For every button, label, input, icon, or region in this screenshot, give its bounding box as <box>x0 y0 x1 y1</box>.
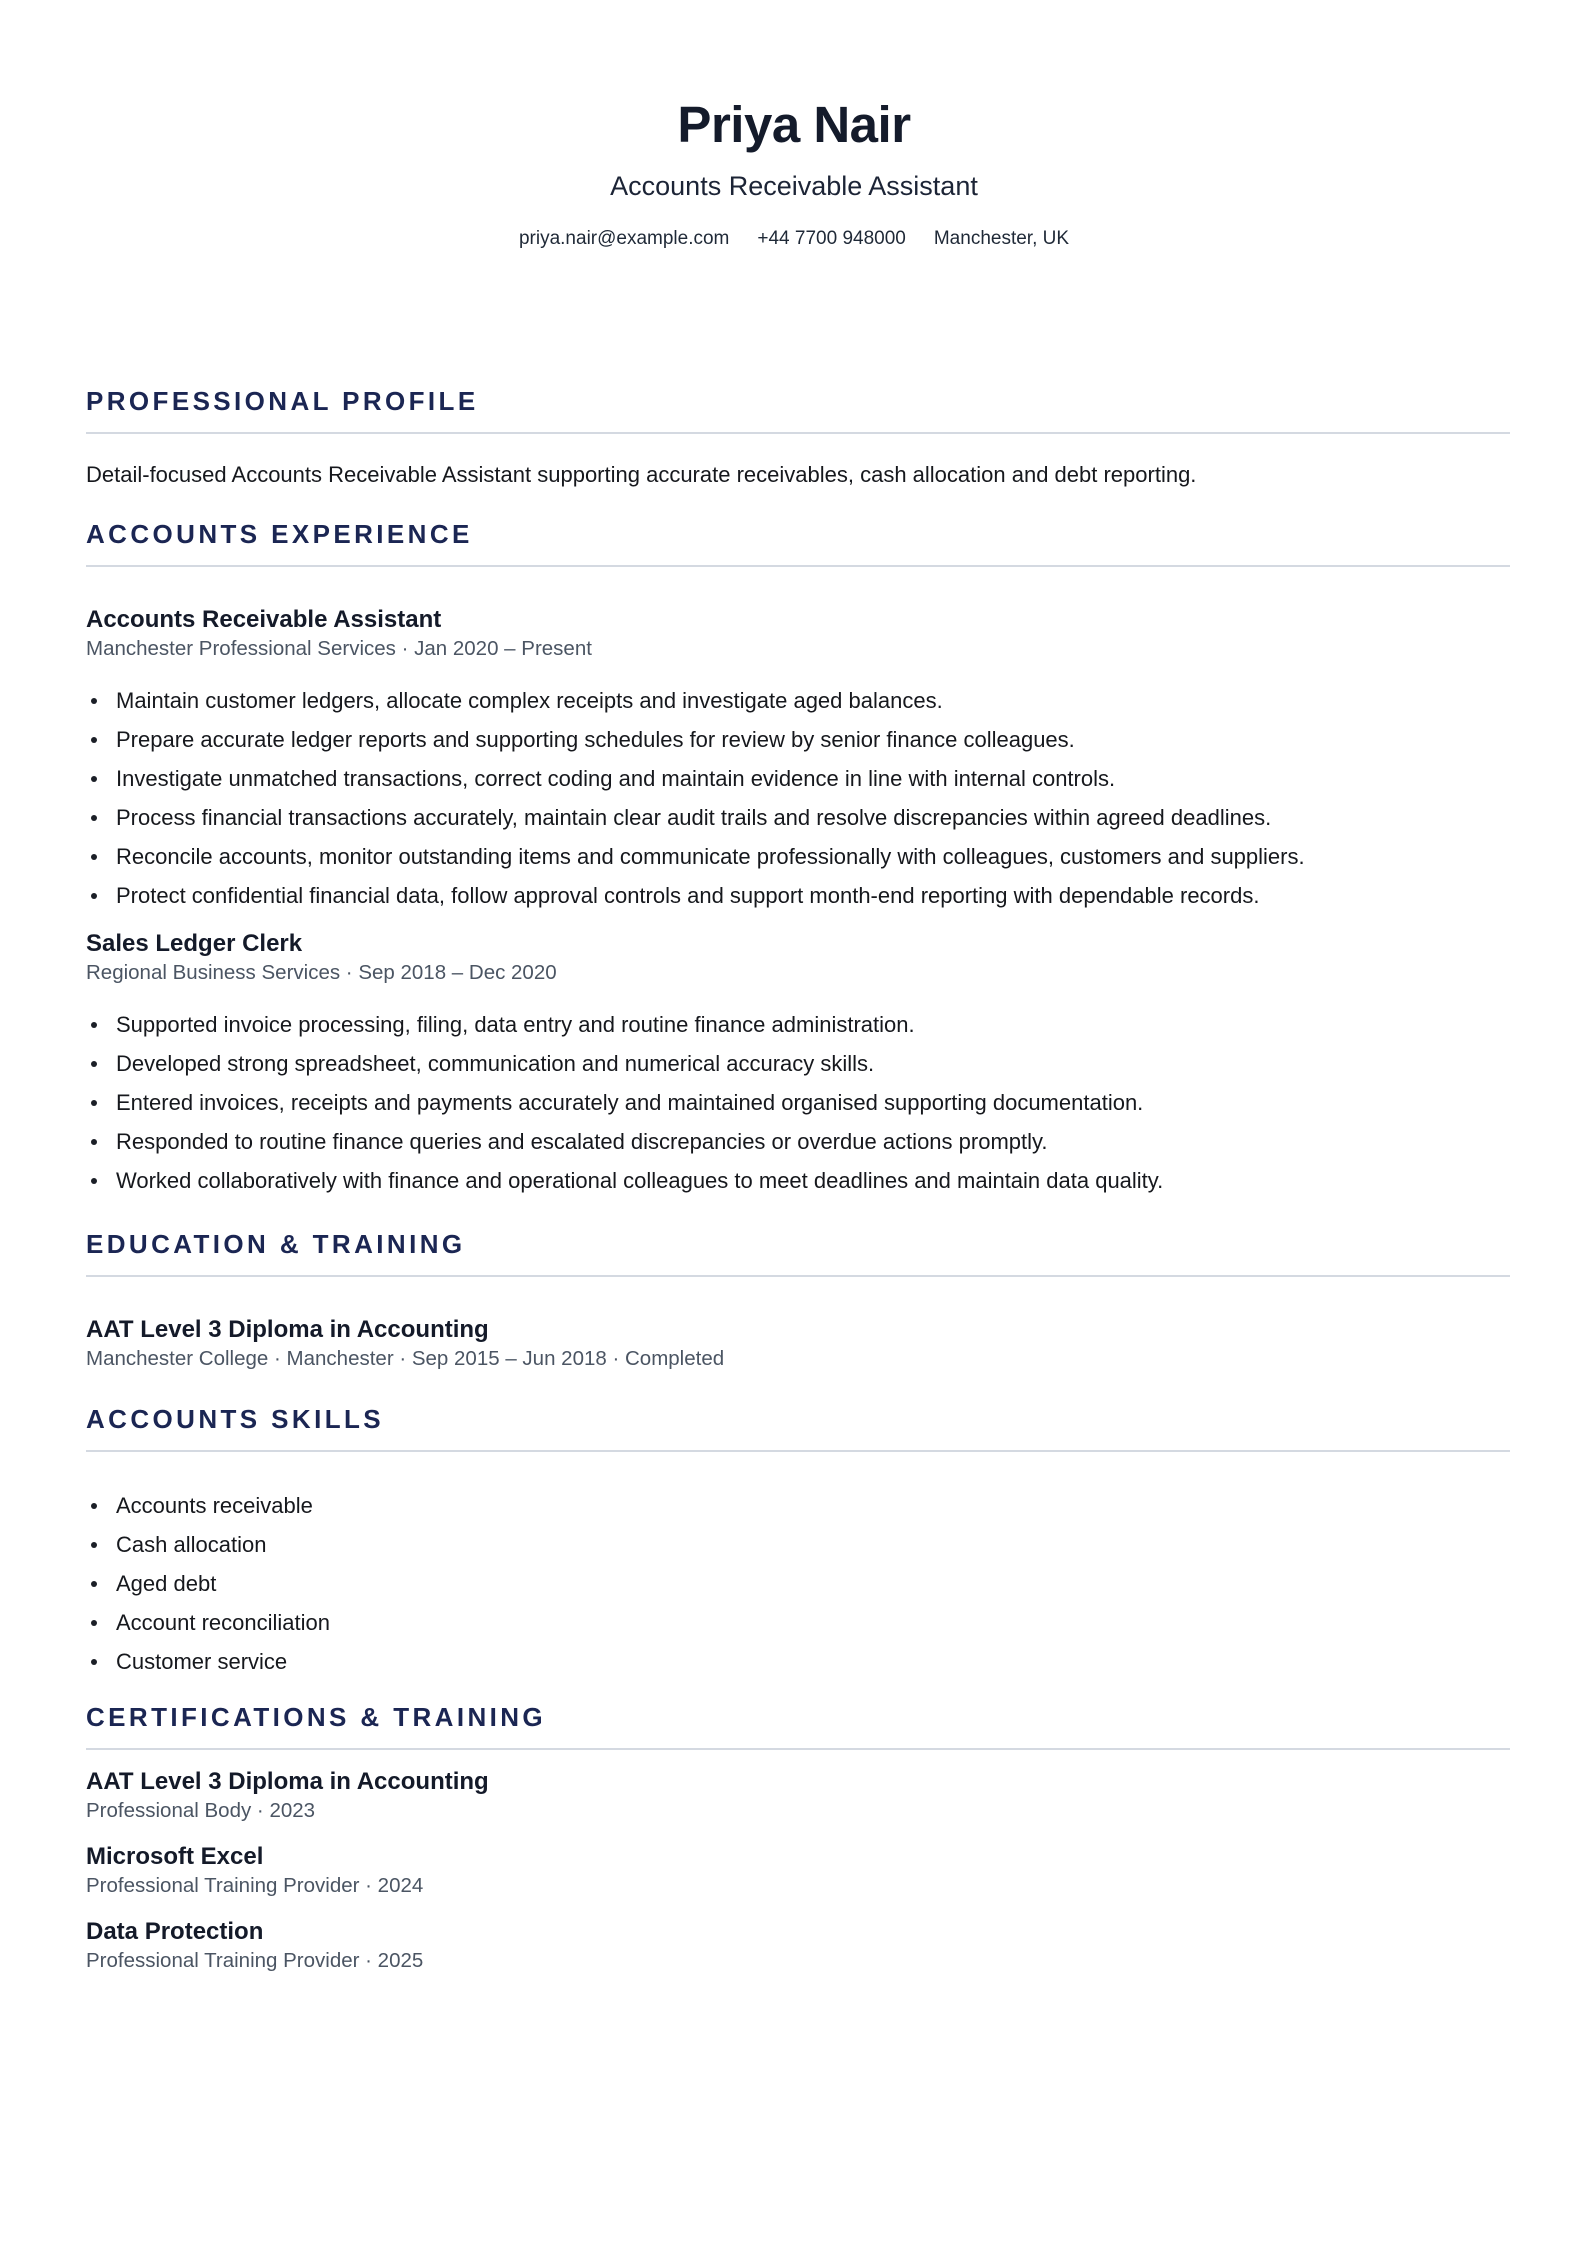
job-bullet: Supported invoice processing, filing, data entry and routine finance administration. <box>86 1005 1510 1044</box>
section-divider <box>86 1450 1510 1452</box>
contact-line <box>0 227 1588 251</box>
section-title-certifications: CERTIFICATIONS & TRAINING <box>86 1702 547 1732</box>
job-meta: Manchester Professional Services · Jan 2020 – Present <box>86 637 592 660</box>
job-bullets <box>86 1005 1510 1200</box>
section-divider <box>86 1275 1510 1277</box>
skills-section <box>86 1402 1510 1681</box>
education-title: AAT Level 3 Diploma in Accounting <box>86 1316 489 1343</box>
certifications-section <box>86 1700 1510 1975</box>
job-entry <box>86 605 1510 915</box>
certification-entry <box>86 1842 1510 1900</box>
skills-list <box>86 1486 1510 1681</box>
section-divider <box>86 565 1510 567</box>
skill-item: Customer service <box>86 1642 1510 1681</box>
job-bullet: Process financial transactions accurately, maintain clear audit trails and resolve discrepancies within agreed deadlines. <box>86 798 1510 837</box>
skill-item: Aged debt <box>86 1564 1510 1603</box>
certification-title: Data Protection <box>86 1918 264 1945</box>
section-title-experience: ACCOUNTS EXPERIENCE <box>86 519 473 549</box>
profile-section <box>86 384 1510 489</box>
job-bullet: Prepare accurate ledger reports and supporting schedules for review by senior finance colleagues. <box>86 720 1510 759</box>
certification-meta: Professional Training Provider · 2025 <box>86 1949 424 1972</box>
job-bullet: Developed strong spreadsheet, communication and numerical accuracy skills. <box>86 1044 1510 1083</box>
certification-entry <box>86 1917 1510 1975</box>
certification-meta: Professional Body · 2023 <box>86 1799 316 1822</box>
job-bullet: Entered invoices, receipts and payments accurately and maintained organised supporting documentation. <box>86 1083 1510 1122</box>
certification-entry <box>86 1767 1510 1825</box>
job-bullet: Protect confidential financial data, follow approval controls and support month-end reporting with dependable records. <box>86 876 1510 915</box>
section-title-education: EDUCATION & TRAINING <box>86 1229 466 1259</box>
profile-text: Detail-focused Accounts Receivable Assistant supporting accurate receivables, cash allocation and debt reporting. <box>86 462 1197 487</box>
certification-meta: Professional Training Provider · 2024 <box>86 1874 424 1897</box>
resume-header <box>0 92 1588 251</box>
job-bullet: Responded to routine finance queries and escalated discrepancies or overdue actions promptly. <box>86 1122 1510 1161</box>
job-bullet: Reconcile accounts, monitor outstanding items and communicate professionally with colleagues, customers and suppliers. <box>86 837 1510 876</box>
section-title-skills: ACCOUNTS SKILLS <box>86 1404 384 1434</box>
section-title-profile: PROFESSIONAL PROFILE <box>86 386 479 416</box>
education-section <box>86 1227 1510 1373</box>
candidate-role: Accounts Receivable Assistant <box>610 171 978 201</box>
education-entry <box>86 1315 1510 1373</box>
job-entry <box>86 929 1510 1200</box>
skill-item: Cash allocation <box>86 1525 1510 1564</box>
contact-email: priya.nair@example.com <box>518 228 730 249</box>
skill-item: Accounts receivable <box>86 1486 1510 1525</box>
section-divider <box>86 1748 1510 1750</box>
certification-title: Microsoft Excel <box>86 1843 264 1870</box>
education-meta: Manchester College · Manchester · Sep 2015 – Jun 2018 · Completed <box>86 1347 725 1370</box>
contact-phone: +44 7700 948000 <box>757 228 906 249</box>
job-meta: Regional Business Services · Sep 2018 – Dec 2020 <box>86 961 557 984</box>
job-bullets <box>86 681 1510 915</box>
experience-section <box>86 517 1510 1200</box>
job-bullet: Maintain customer ledgers, allocate complex receipts and investigate aged balances. <box>86 681 1510 720</box>
candidate-name: Priya Nair <box>677 96 911 153</box>
job-bullet: Investigate unmatched transactions, correct coding and maintain evidence in line with internal controls. <box>86 759 1510 798</box>
certification-title: AAT Level 3 Diploma in Accounting <box>86 1768 489 1795</box>
section-divider <box>86 432 1510 434</box>
job-title: Accounts Receivable Assistant <box>86 606 442 633</box>
skill-item: Account reconciliation <box>86 1603 1510 1642</box>
job-title: Sales Ledger Clerk <box>86 930 303 957</box>
job-bullet: Worked collaboratively with finance and operational colleagues to meet deadlines and maintain data quality. <box>86 1161 1510 1200</box>
contact-location: Manchester, UK <box>933 228 1070 249</box>
